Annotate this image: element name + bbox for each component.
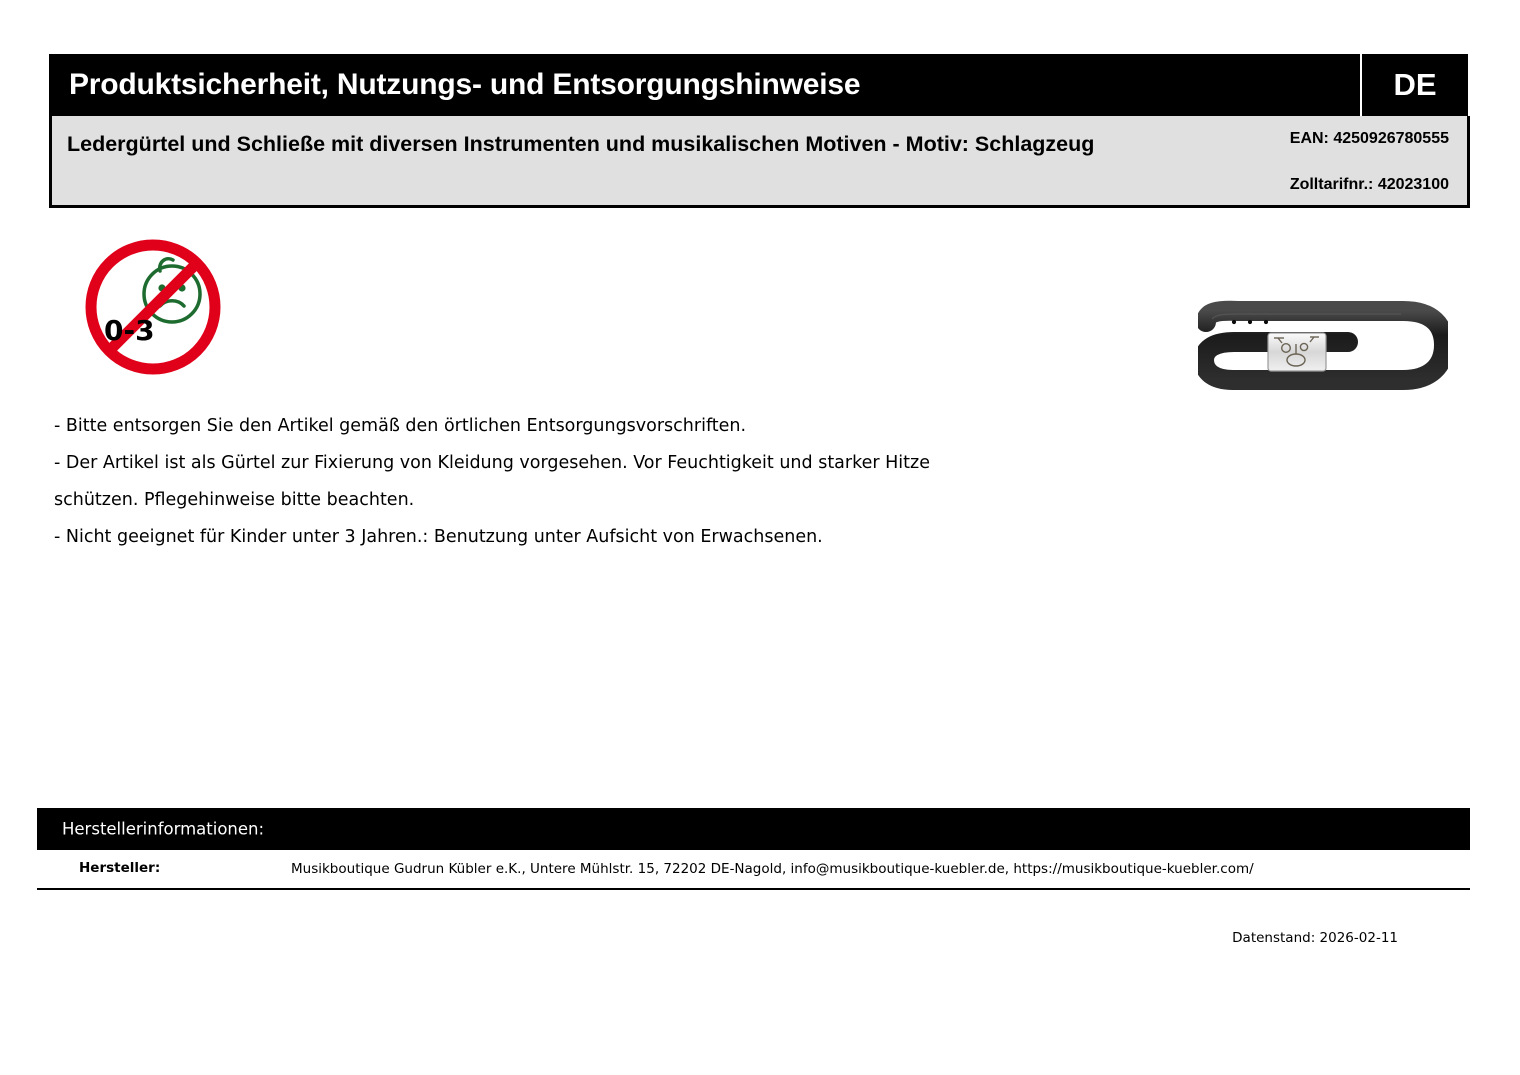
manufacturer-section-label: Herstellerinformationen: — [62, 819, 265, 839]
pictogram-age-text: 0-3 — [104, 314, 155, 347]
instruction-line: - Der Artikel ist als Gürtel zur Fixierung von Kleidung vorgesehen. Vor Feuchtigkeit und starker Hitze — [54, 453, 930, 473]
manufacturer-key: Hersteller: — [79, 860, 161, 876]
manufacturer-value: Musikboutique Gudrun Kübler e.K., Untere Mühlstr. 15, 72202 DE-Nagold, info@musikboutique-kuebler.de, https://musikboutique-kuebler.com/ — [291, 861, 1254, 877]
product-photo-belt — [1198, 300, 1448, 395]
instructions-block — [54, 408, 1154, 556]
page-title: Produktsicherheit, Nutzungs- und Entsorgungshinweise — [69, 68, 861, 101]
document-header — [49, 54, 1470, 116]
language-code: DE — [1393, 67, 1437, 102]
no-children-under-3-icon — [82, 236, 224, 378]
manufacturer-section-header — [37, 808, 1470, 850]
language-cell — [1360, 54, 1470, 116]
ean-label: EAN: 4250926780555 — [1289, 130, 1449, 147]
instruction-line: - Bitte entsorgen Sie den Artikel gemäß den örtlichen Entsorgungsvorschriften. — [54, 416, 747, 436]
tariff-number-label: Zolltarifnr.: 42023100 — [1289, 176, 1449, 193]
product-info-band — [49, 116, 1470, 208]
datenstand-label: Datenstand: 2026-02-11 — [1232, 930, 1398, 946]
manufacturer-row — [37, 850, 1470, 890]
instruction-line: schützen. Pflegehinweise bitte beachten. — [54, 490, 415, 510]
instruction-line: - Nicht geeignet für Kinder unter 3 Jahren.: Benutzung unter Aufsicht von Erwachsenen. — [54, 527, 823, 547]
product-name: Ledergürtel und Schließe mit diversen Instrumenten und musikalischen Motiven - Motiv: Schlagzeug — [67, 132, 1095, 156]
